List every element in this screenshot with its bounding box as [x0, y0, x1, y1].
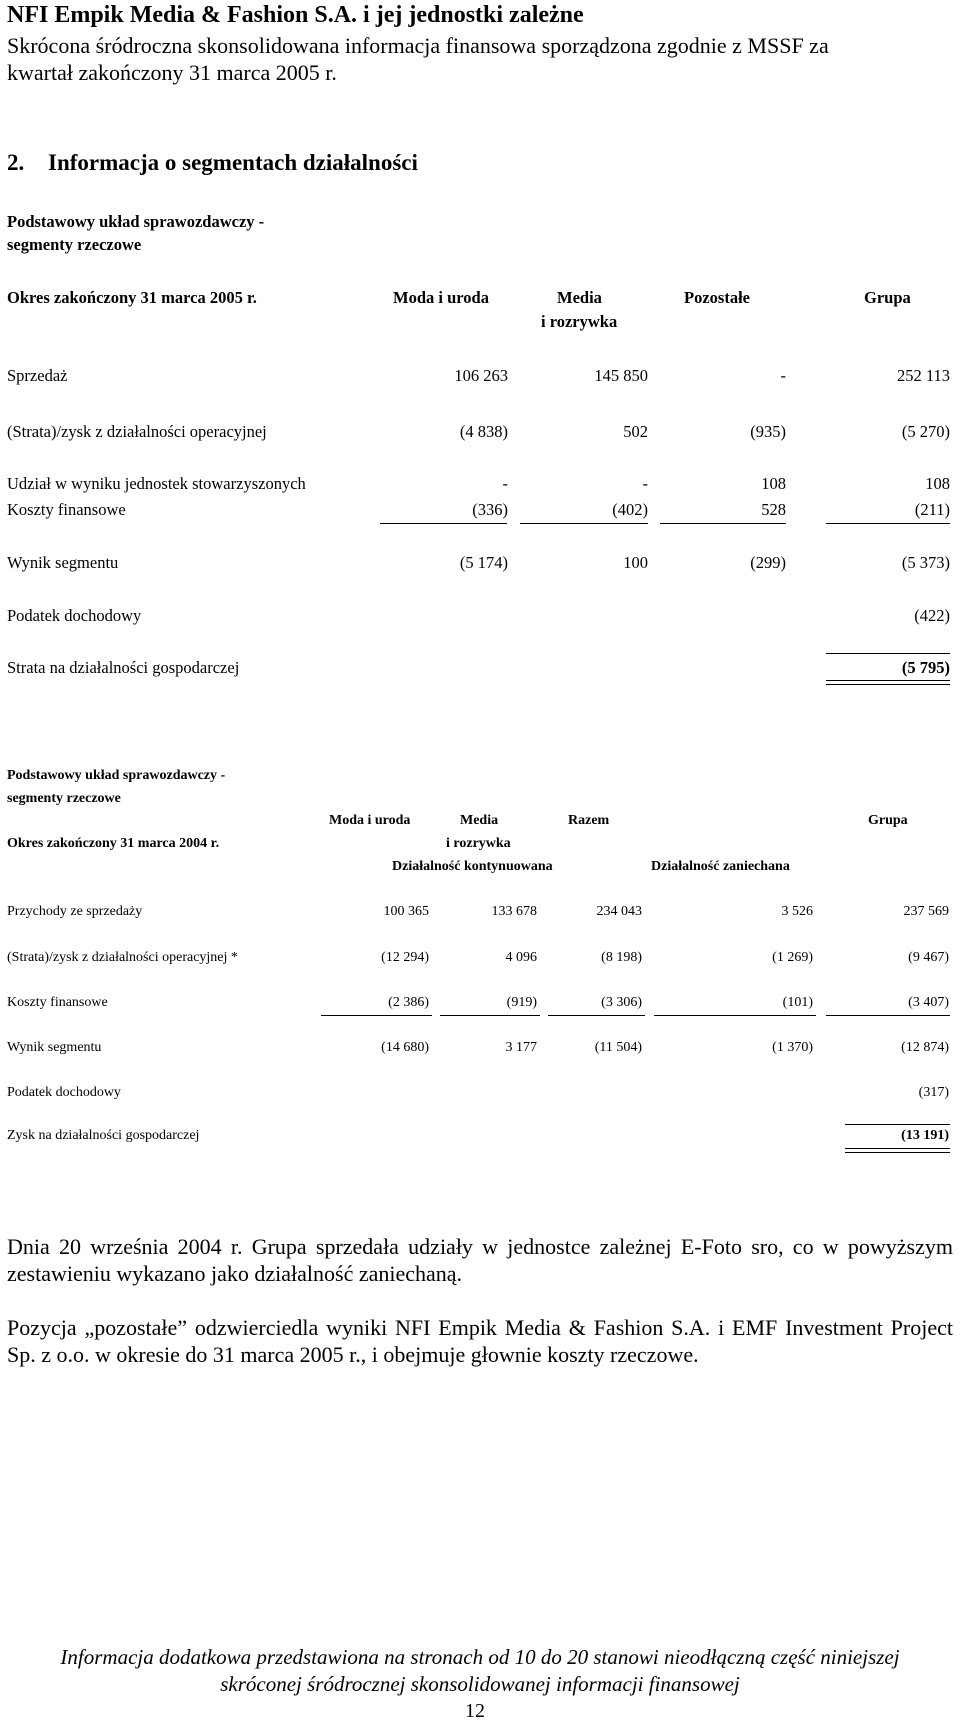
row-label: Podatek dochodowy: [7, 1085, 121, 1100]
cell: (422): [914, 606, 950, 625]
row-label: Koszty finansowe: [7, 995, 108, 1010]
table2005-col-media: Media: [557, 288, 602, 307]
cell: (299): [750, 553, 786, 572]
section-title: Informacja o segmentach działalności: [48, 150, 418, 175]
row-label: Wynik segmentu: [7, 1040, 102, 1055]
cell: (919): [506, 995, 537, 1010]
cell: 133 678: [491, 904, 537, 919]
subtotal-rule: [845, 1124, 950, 1125]
cell: 502: [623, 422, 648, 441]
cell: (935): [750, 422, 786, 441]
subtotal-rule: [380, 523, 507, 524]
table2004-col-media: Media: [460, 813, 499, 828]
cell: 100: [623, 553, 648, 572]
row-label: (Strata)/zysk z działalności operacyjnej: [7, 422, 267, 441]
cell: 145 850: [594, 366, 648, 385]
cell: (2 386): [388, 995, 429, 1010]
cell: -: [642, 474, 648, 493]
table2004-group-continued: Działalność kontynuowana: [392, 859, 553, 874]
cell: 528: [761, 500, 786, 519]
cell: (14 680): [381, 1040, 429, 1055]
cell: (5 795): [901, 658, 950, 677]
cell: (5 373): [901, 553, 950, 572]
row-label: Wynik segmentu: [7, 553, 119, 572]
row-label: Przychody ze sprzedaży: [7, 904, 143, 919]
section-number: 2.: [7, 150, 25, 175]
cell: (4 838): [459, 422, 508, 441]
subtotal-rule: [440, 1015, 540, 1016]
table2004-col-media-sub: i rozrywka: [446, 836, 511, 851]
subtotal-rule: [826, 1015, 950, 1016]
cell: (3 306): [601, 995, 642, 1010]
cell: -: [502, 474, 508, 493]
cell: 234 043: [596, 904, 642, 919]
footer-line2: skróconej śródrocznej skonsolidowanej informacji finansowej: [220, 1672, 740, 1696]
table2005-col-moda: Moda i uroda: [393, 288, 489, 307]
note-paragraph-1: Dnia 20 września 2004 r. Grupa sprzedała udziały w jednostce zależnej E-Foto sro, co w powyższym zestawieniu wykazano jako działalność zaniechaną.: [7, 1234, 953, 1286]
total-double-rule: [826, 680, 950, 681]
page-number: 12: [465, 1700, 485, 1722]
table2004-col-moda: Moda i uroda: [329, 813, 411, 828]
table2005-col-pozostale: Pozostałe: [684, 288, 750, 307]
cell: 237 569: [903, 904, 949, 919]
total-double-rule: [845, 1152, 950, 1153]
cell: 106 263: [454, 366, 508, 385]
row-label: Podatek dochodowy: [7, 606, 142, 625]
cell: 3 526: [781, 904, 813, 919]
cell: (5 174): [459, 553, 508, 572]
subtotal-rule: [548, 1015, 645, 1016]
subtotal-rule: [321, 1015, 432, 1016]
cell: (12 294): [381, 950, 429, 965]
cell: (8 198): [601, 950, 642, 965]
document-title: NFI Empik Media & Fashion S.A. i jej jednostki zależne: [7, 2, 584, 28]
subtotal-rule: [826, 523, 950, 524]
table2004-col-razem: Razem: [568, 813, 610, 828]
footer-line1: Informacja dodatkowa przedstawiona na stronach od 10 do 20 stanowi nieodłączną część niniejszej: [60, 1645, 900, 1669]
cell: (5 270): [901, 422, 950, 441]
cell: (13 191): [901, 1128, 949, 1143]
subtotal-rule: [660, 523, 786, 524]
cell: (12 874): [901, 1040, 949, 1055]
cell: 4 096: [505, 950, 537, 965]
document-subtitle-line1: Skrócona śródroczna skonsolidowana informacja finansowa sporządzona zgodnie z MSSF za: [7, 33, 829, 58]
cell: (101): [782, 995, 813, 1010]
total-double-rule: [845, 1148, 950, 1149]
table2004-group-discontinued: Działalność zaniechana: [651, 859, 790, 874]
table2005-col-media-sub: i rozrywka: [541, 312, 618, 331]
subtotal-rule: [654, 1015, 816, 1016]
table2005-period: Okres zakończony 31 marca 2005 r.: [7, 288, 257, 307]
cell: (1 370): [772, 1040, 813, 1055]
subtotal-rule: [826, 653, 950, 654]
cell: (11 504): [594, 1040, 642, 1055]
total-double-rule: [826, 684, 950, 685]
cell: (1 269): [772, 950, 813, 965]
table2005-col-grupa: Grupa: [864, 288, 911, 307]
table2004-heading-line1: Podstawowy układ sprawozdawczy -: [7, 768, 226, 783]
table2005-heading-line1: Podstawowy układ sprawozdawczy -: [7, 212, 265, 231]
table2004-period: Okres zakończony 31 marca 2004 r.: [7, 836, 220, 851]
cell: -: [780, 366, 786, 385]
table2004-col-grupa: Grupa: [868, 813, 908, 828]
cell: 108: [925, 474, 950, 493]
table2005-heading-line2: segmenty rzeczowe: [7, 235, 142, 254]
subtotal-rule: [520, 523, 648, 524]
table2004-heading-line2: segmenty rzeczowe: [7, 791, 121, 806]
cell: (211): [914, 500, 950, 519]
cell: (336): [472, 500, 508, 519]
row-label: Koszty finansowe: [7, 500, 126, 519]
cell: (9 467): [908, 950, 949, 965]
document-subtitle-line2: kwartał zakończony 31 marca 2005 r.: [7, 60, 337, 85]
row-label: Sprzedaż: [7, 366, 68, 385]
row-label: Zysk na działalności gospodarczej: [7, 1128, 200, 1143]
cell: 252 113: [896, 366, 950, 385]
cell: 100 365: [383, 904, 429, 919]
row-label: Strata na działalności gospodarczej: [7, 658, 240, 677]
note-paragraph-2: Pozycja „pozostałe” odzwierciedla wyniki NFI Empik Media & Fashion S.A. i EMF Investment Project Sp. z o.o. w okresie do 31 marca 2005 r., i obejmuje głownie koszty rzeczowe.: [7, 1315, 953, 1367]
cell: (402): [612, 500, 648, 519]
cell: 108: [761, 474, 786, 493]
cell: (3 407): [908, 995, 949, 1010]
cell: (317): [918, 1085, 949, 1100]
row-label: (Strata)/zysk z działalności operacyjnej *: [7, 950, 238, 965]
row-label: Udział w wyniku jednostek stowarzyszonych: [7, 474, 306, 493]
cell: 3 177: [505, 1040, 537, 1055]
